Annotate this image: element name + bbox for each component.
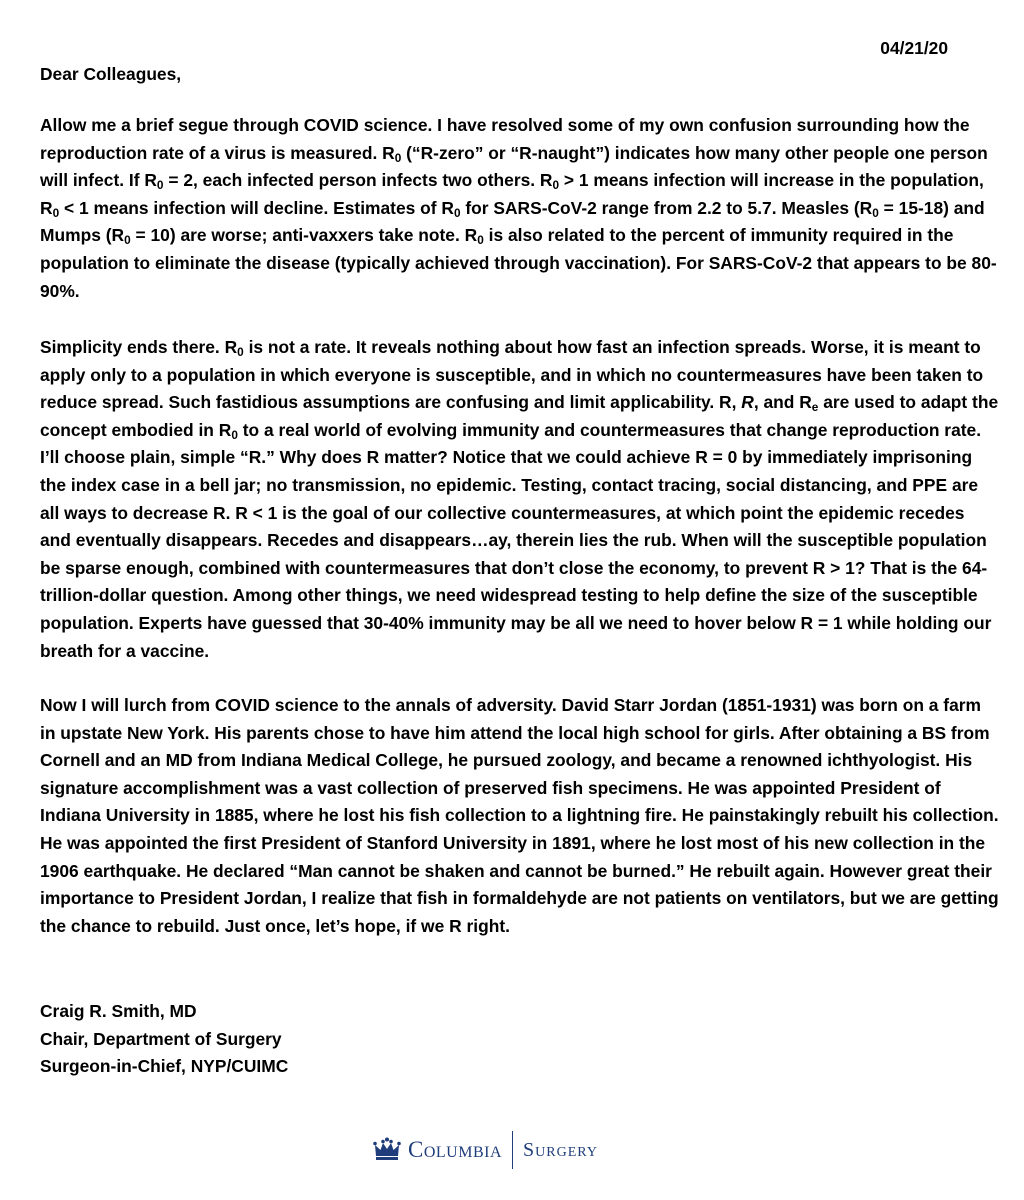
salutation: Dear Colleagues, (40, 64, 182, 84)
letter-date: 04/21/20 (880, 38, 948, 58)
brand-columbia: Columbia (408, 1137, 503, 1162)
signature-title-chair: Chair, Department of Surgery (40, 1028, 282, 1049)
paragraph-r-explanation: Simplicity ends there. $R_0$ is not a rate. It reveals nothing about how fast an infection spreads. Worse, it is meant to apply only to a population in which everyone is susceptible, and in which no countermeasures have been taken to reduce spread. Such fastidious assumptions are confusing and limit applicability. R, R, and $R_e$ are used to adapt the concept embodied in $R_0$ to a real world of evolving immunity and countermeasures that change reproduction rate. I’ll choose plain, simple “R.” Why does R matter? Notice that we could achieve R = 0 by immediately imprisoning the index case in a bell jar; no transmission, no epidemic. Testing, contact tracing, social distancing, and PPE are all ways to decrease R. R < 1 is the goal of our collective countermeasures, at which point the epidemic recedes and eventually disappears. Recedes and disappears…ay, therein lies the rub. When will the susceptible population be sparse enough, combined with countermeasures that don’t close the economy, to prevent R > 1? That is the 64-trillion-dollar question. Among other things, we need widespread testing to help define the size of the susceptible population. Experts have guessed that 30-40% immunity may be all we need to hover below R = 1 while holding our breath for a vaccine. (40, 337, 999, 661)
brand-surgery: Surgery (523, 1138, 598, 1161)
columbia-crown-icon (372, 1135, 402, 1165)
signature-title-surgeon: Surgeon-in-Chief, NYP/CUIMC (40, 1056, 289, 1077)
columbia-surgery-logo (372, 1128, 598, 1172)
brand-divider (512, 1131, 513, 1169)
paragraph-r0-explanation: Allow me a brief segue through COVID science. I have resolved some of my own confusion surrounding how the reproduction rate of a virus is measured. $R_0$ (“R-zero” or “R-naught”) indicates how many other people one person will infect. If $R_0 = 2$, each infected person infects two others. $R_0 > 1$ means infection will increase in the population, $R_0 < 1$ means infection will decline. Estimates of $R_0$ for SARS-CoV-2 range from 2.2 to 5.7. Measles $(R_0 = 15-18)$ and Mumps $(R_0 = 10)$ are worse; anti-vaxxers take note. $R_0$ is also related to the percent of immunity required in the population to eliminate the disease (typically achieved through vaccination). For SARS-CoV-2 that appears to be 80-90%. (40, 115, 997, 301)
signature-block (40, 998, 288, 1081)
signature-name: Craig R. Smith, MD (40, 1001, 197, 1021)
paragraph-jordan-story: Now I will lurch from COVID science to the annals of adversity. David Starr Jordan (1851-1931) was born on a farm in upstate New York. His parents chose to have him attend the local high school for girls. After obtaining a BS from Cornell and an MD from Indiana Medical College, he pursued zoology, and became a renowned ichthyologist. His signature accomplishment was a vast collection of preserved fish specimens. He was appointed President of Indiana University in 1885, where he lost his fish collection to a lightning fire. He painstakingly rebuilt his collection. He was appointed the first President of Stanford University in 1891, where he lost most of his new collection in the 1906 earthquake. He declared “Man cannot be shaken and cannot be burned.” He rebuilt again. However great their importance to President Jordan, I realize that fish in formaldehyde are not patients on ventilators, but we are getting the chance to rebuild. Just once, let’s hope, if we R right. (40, 695, 999, 936)
